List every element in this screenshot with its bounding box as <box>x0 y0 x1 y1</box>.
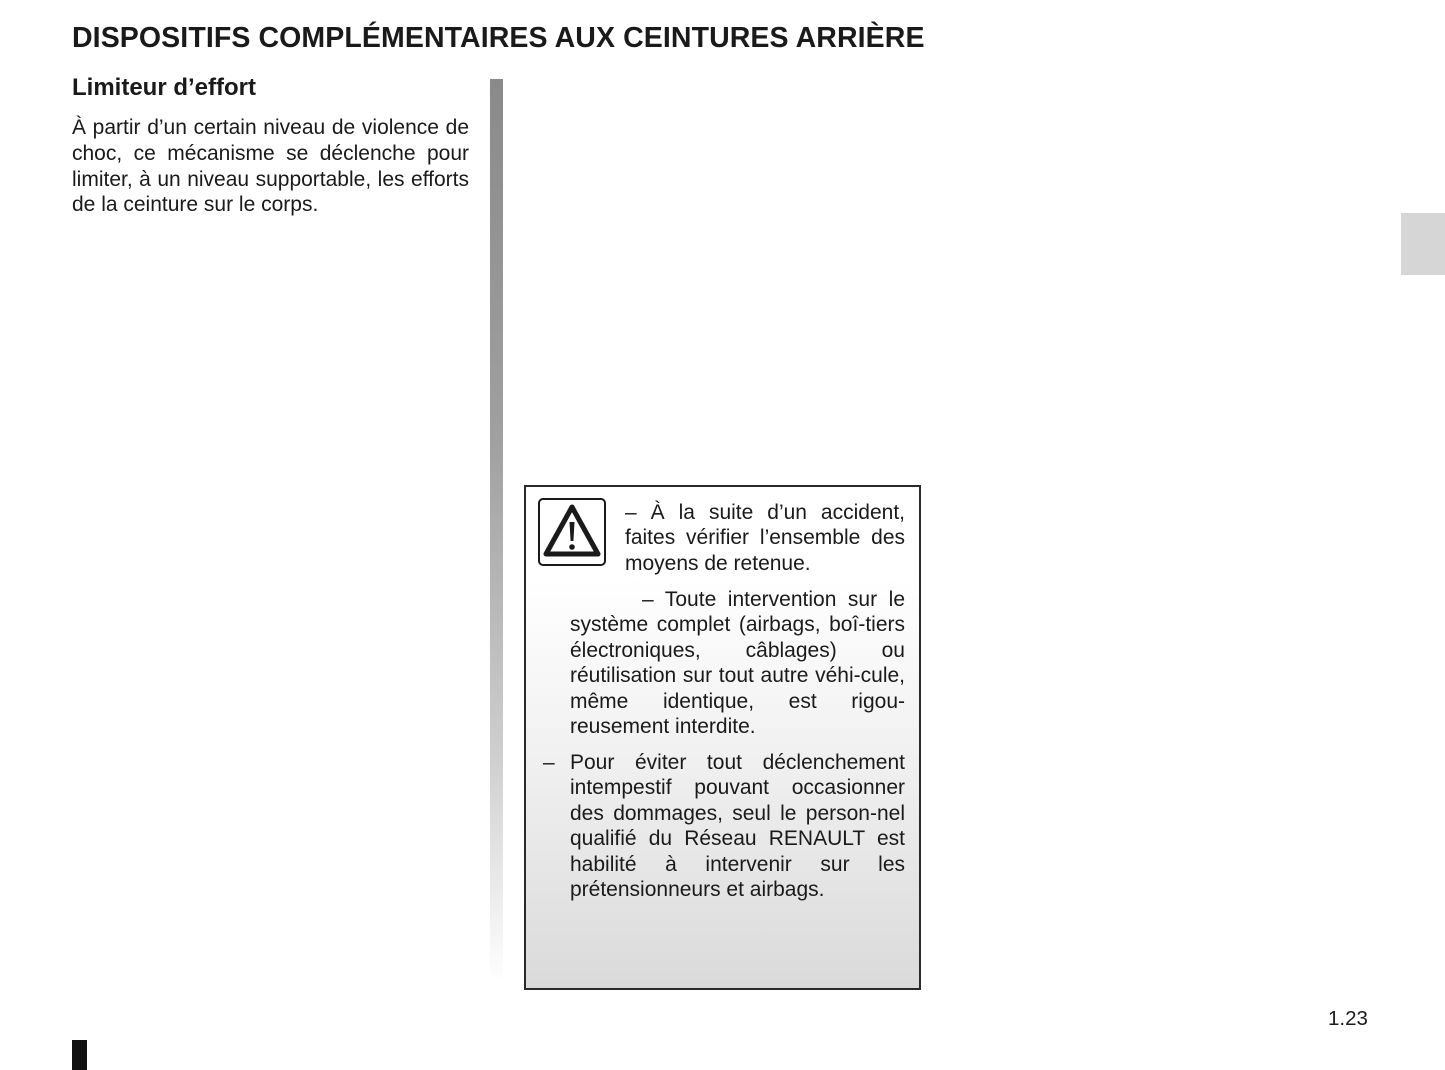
warning-item <box>543 750 905 902</box>
warning-item-text: Pour éviter tout déclenchement intempestif pouvant occasionner des dommages, seul le person-nel qualifié du Réseau RENAULT est habilité à intervenir sur les prétensionneurs et airbags. <box>570 751 905 902</box>
warning-box <box>524 485 921 990</box>
warning-triangle-icon <box>538 498 606 566</box>
bullet-dash: – <box>625 501 637 524</box>
warning-item-text: À la suite d’un accident, faites vérifier l’ensemble des moyens de retenue. <box>625 501 905 575</box>
section-body-text: À partir d’un certain niveau de violence de choc, ce mécanisme se déclenche pour limiter, à un niveau supportable, les efforts de la ceinture sur le corps. <box>72 116 469 217</box>
warning-item-text: Toute intervention sur le système complet (airbags, boî-tiers électroniques, câblages) ou réutilisation sur tout autre véhi-cule, même identique, est rigou-reusement interdite. <box>570 588 905 739</box>
section-heading: Limiteur d’effort <box>72 74 256 101</box>
page-number: 1.23 <box>1328 1007 1368 1030</box>
bullet-dash: – <box>642 588 654 611</box>
warning-item <box>570 587 905 739</box>
chapter-side-tab <box>1401 213 1445 275</box>
warning-item <box>625 500 905 576</box>
column-divider <box>490 79 503 984</box>
page-title: DISPOSITIFS COMPLÉMENTAIRES AUX CEINTURES ARRIÈRE <box>72 22 925 54</box>
bullet-dash: – <box>543 751 555 774</box>
corner-mark <box>72 1040 87 1070</box>
